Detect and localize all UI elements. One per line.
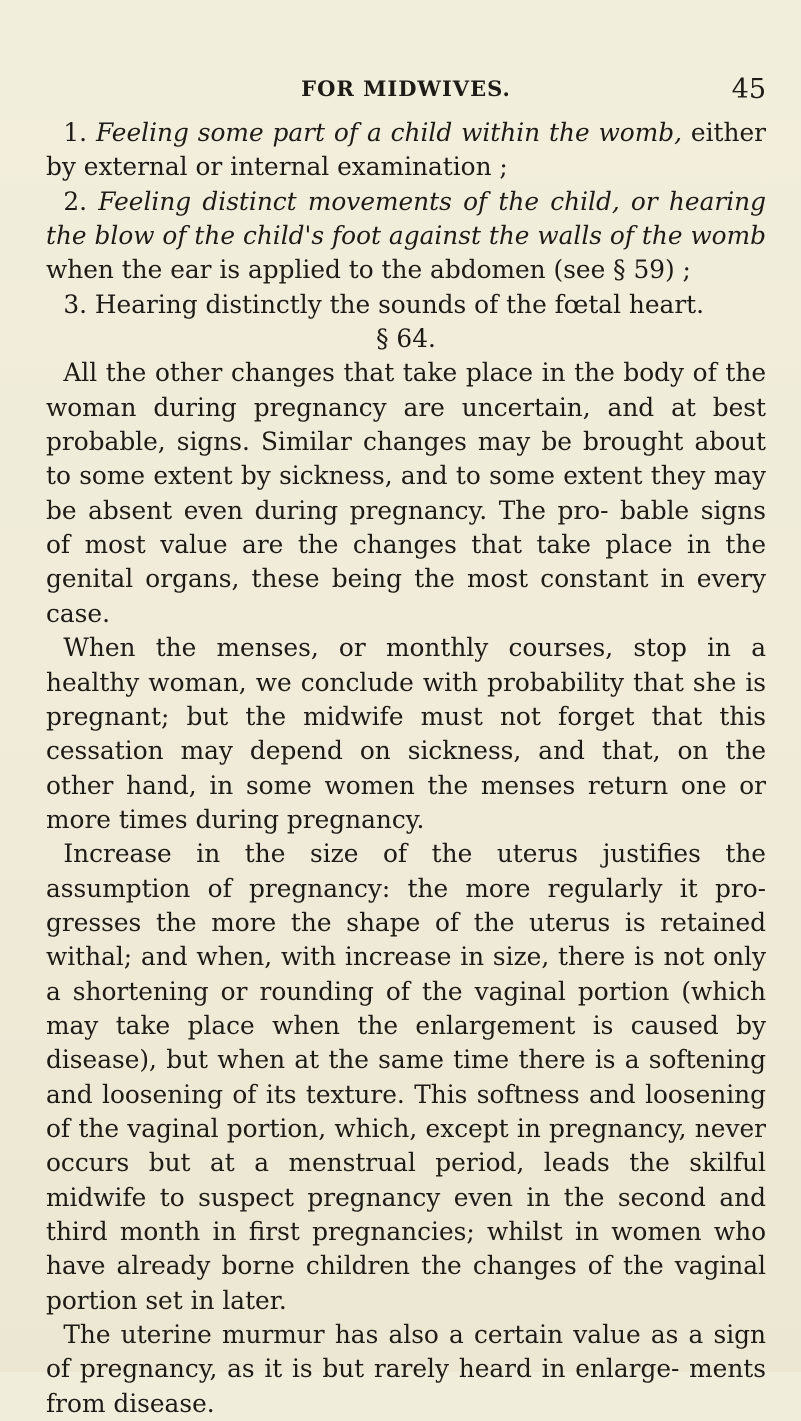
paragraph: The uterine murmur has also a certain value as a sign of pregnancy, as it is but rarely heard in enlarge- ments from disease. [46, 1320, 766, 1418]
body-text [46, 116, 766, 1421]
item-text: when the ear is applied to the abdomen (see § 59) ; [46, 255, 691, 285]
running-title: FOR MIDWIVES. [301, 76, 511, 101]
item-italic-text: Feeling distinct movements of the child, or hearing the blow of the child's foot against the walls of the womb [46, 186, 766, 251]
list-item [46, 288, 766, 322]
paragraph: Increase in the size of the uterus justifies the assumption of pregnancy: the more regularly it pro- gresses the more the shape of the uterus is retained withal; and when, with increase in size, there is not only a shortening or rounding of the vaginal portion (which may take place when the enlargement is caused by disease), but when at the same time there is a softening and loosening of its texture. This softness and loosening of the vaginal portion, which, except in pregnancy, never occurs but at a menstrual period, leads the skilful midwife to suspect pregnancy even in the second and third month in first pregnancies; whilst in women who have already borne children the changes of the vaginal portion set in later. [46, 839, 766, 1315]
item-number: 2. [63, 186, 88, 216]
paragraph: All the other changes that take place in the body of the woman during pregnancy are uncertain, and at best probable, signs. Similar changes may be brought about to some extent by sickness, and to some extent they may be absent even during pregnancy. The pro- bable signs of most value are the changes that take place in the genital organs, these being the most constant in every case. [46, 358, 766, 628]
section-heading: § 64. [376, 324, 436, 354]
paragraph: When the menses, or monthly courses, stop in a healthy woman, we conclude with probability that she is pregnant; but the midwife must not forget that this cessation may depend on sickness, and that, on the other hand, in some women the menses return one or more times during pregnancy. [46, 633, 766, 834]
list-item [46, 185, 766, 288]
item-text: either by external or internal examination ; [46, 118, 766, 182]
page-number: 45 [731, 74, 766, 105]
item-number: 1. [63, 118, 88, 147]
list-item [46, 116, 766, 185]
page-header [46, 74, 766, 108]
item-number: 3. [63, 289, 88, 319]
item-italic-text: Feeling some part of a child within the womb, [95, 118, 683, 147]
item-text: Hearing distinctly the sounds of the fœtal heart. [94, 289, 705, 319]
